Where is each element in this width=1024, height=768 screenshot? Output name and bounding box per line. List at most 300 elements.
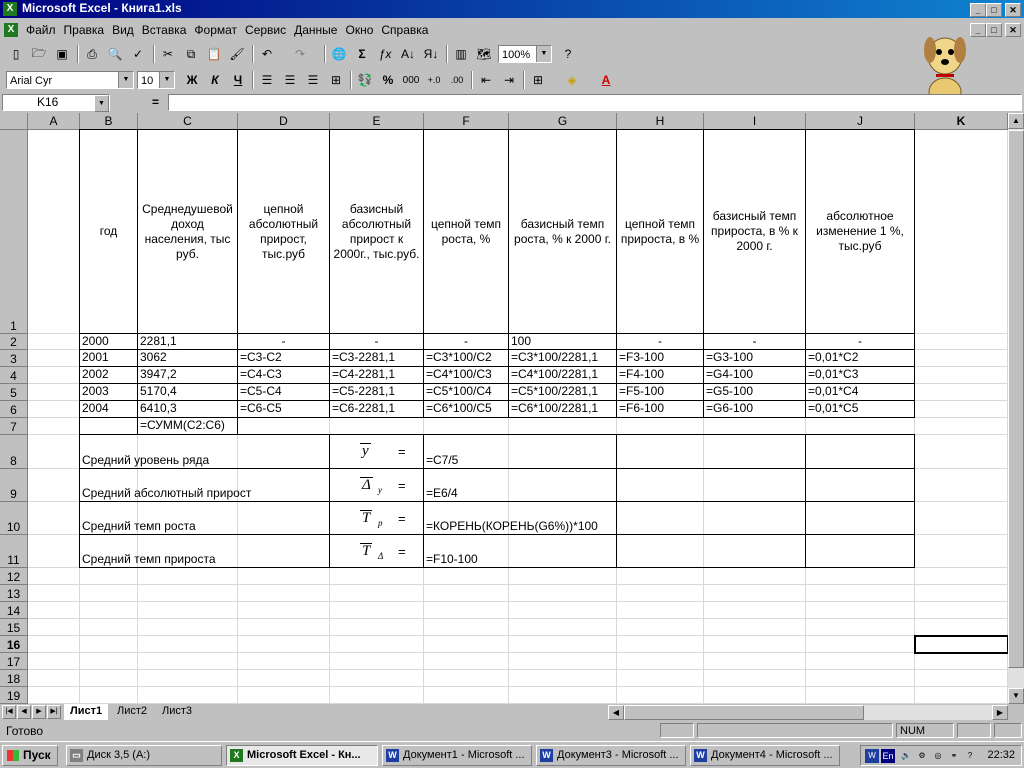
row-header-14[interactable]: 14 [0, 602, 28, 619]
word-icon: W [386, 749, 399, 762]
font-name: Arial Cyr [10, 75, 53, 87]
status-panel [697, 723, 893, 738]
menu-item-6[interactable]: Данные [294, 23, 338, 37]
horizontal-scrollbar[interactable] [608, 705, 1008, 720]
sort-descending-icon[interactable]: Я↓ [423, 47, 439, 61]
font-size-dropdown[interactable] [137, 71, 175, 89]
tray-help-icon[interactable]: ? [967, 751, 973, 760]
cell-value: =C3-2281,1 [332, 350, 396, 364]
row-header-12[interactable]: 12 [0, 568, 28, 585]
cell-border[interactable] [616, 434, 617, 469]
windows-logo-icon [7, 750, 19, 761]
start-label: Пуск [23, 748, 51, 762]
row-header-17[interactable]: 17 [0, 653, 28, 670]
summary-formula-cell[interactable] [423, 501, 915, 535]
new-icon[interactable]: ▯ [12, 47, 20, 61]
print-preview-icon[interactable]: 🔍 [107, 47, 123, 61]
column-header-I[interactable]: I [704, 113, 806, 130]
cell-value: цепной темп роста, % [430, 216, 502, 246]
cell-value: 2000 [82, 334, 109, 348]
cell-border[interactable] [805, 501, 806, 535]
cell-value: =G4-100 [706, 367, 754, 381]
sort-ascending-icon[interactable]: A↓ [400, 47, 415, 61]
maximize-button[interactable]: □ [986, 3, 1002, 17]
cell-value: 6410,3 [140, 401, 177, 415]
cell-border[interactable] [805, 534, 806, 568]
format-painter-icon[interactable]: 🖌 [229, 47, 245, 61]
increase-decimal-icon[interactable]: +.0 [427, 75, 441, 85]
worksheet-grid[interactable] [0, 113, 1008, 704]
column-header-D[interactable]: D [238, 113, 330, 130]
menu-item-7[interactable]: Окно [345, 23, 374, 37]
chart-wizard-icon[interactable]: ▥ [455, 47, 467, 61]
doc-restore-button[interactable]: □ [986, 23, 1002, 37]
standard-toolbar [0, 42, 900, 66]
borders-icon[interactable]: ⊞ [532, 73, 544, 87]
cell-value: год [99, 224, 118, 238]
data-cell[interactable] [616, 383, 704, 401]
symbol-subscript: y [378, 485, 382, 495]
summary-formula-cell[interactable] [423, 468, 915, 502]
window-title: Microsoft Excel - Книга1.xls [22, 1, 182, 15]
summary-formula-cell[interactable] [423, 434, 915, 469]
zoom-value: 100% [502, 49, 531, 61]
data-cell[interactable] [616, 400, 704, 418]
system-tray [860, 745, 1022, 766]
summary-symbol-cell[interactable] [329, 468, 424, 502]
data-cell[interactable] [508, 366, 617, 384]
data-cell[interactable] [423, 333, 509, 350]
tray-app-icon[interactable]: W [865, 749, 879, 763]
tray-antivirus-icon[interactable]: ◎ [934, 751, 942, 760]
word-icon: W [694, 749, 707, 762]
cell-value: =E6/4 [426, 486, 458, 500]
toolbar-separator [252, 45, 254, 63]
volume-icon[interactable]: 🔊 [901, 751, 911, 760]
row-header-4[interactable]: 4 [0, 367, 28, 384]
cell-border[interactable] [616, 501, 617, 535]
cell-value: =0,01*C3 [808, 367, 859, 381]
cell-value: Средний уровень ряда [82, 453, 210, 467]
cell-border[interactable] [805, 468, 806, 502]
data-cell[interactable] [423, 349, 509, 367]
data-cell[interactable] [703, 349, 806, 367]
start-button[interactable] [2, 745, 58, 766]
cell-value: Средний темп роста [82, 519, 196, 533]
cell-value: - [374, 334, 379, 348]
menu-item-1[interactable]: Правка [63, 23, 105, 37]
data-cell[interactable] [805, 400, 915, 418]
data-cell[interactable] [79, 366, 138, 384]
cell-value: цепной абсолютный прирост, тыс.руб [248, 201, 319, 261]
cell-value: базисный темп роста, % к 2000 г. [514, 216, 611, 246]
cell-value: =F6-100 [619, 401, 665, 415]
data-cell[interactable] [137, 400, 238, 418]
header-cell-F[interactable] [423, 129, 509, 334]
spelling-icon[interactable]: ✓ [132, 47, 144, 61]
cell-value: - [658, 334, 662, 348]
name-box-value: K16 [37, 95, 59, 109]
toolbar-separator [523, 71, 525, 89]
print-icon[interactable]: ⎙ [87, 46, 97, 61]
chevron-down-icon[interactable]: ▼ [536, 46, 551, 62]
task-label: Документ4 - Microsoft ... [711, 749, 833, 761]
header-cell-B[interactable] [79, 129, 138, 334]
cell-value: =C5-2281,1 [332, 384, 396, 398]
minimize-button[interactable]: _ [970, 3, 986, 17]
column-header-G[interactable]: G [509, 113, 617, 130]
data-cell[interactable] [805, 383, 915, 401]
cell-value: - [858, 334, 862, 348]
first-sheet-icon[interactable]: |◀ [2, 705, 16, 719]
sheet-tab-1[interactable]: Лист1 [64, 704, 108, 720]
cell-value: 2003 [82, 384, 109, 398]
symbol-subscript: p [378, 518, 383, 528]
scroll-down-icon[interactable]: ▼ [1008, 688, 1024, 704]
language-indicator[interactable]: En [882, 751, 894, 761]
close-button[interactable]: ✕ [1005, 3, 1021, 17]
header-cell-I[interactable] [703, 129, 806, 334]
summary-symbol-cell[interactable] [329, 534, 424, 568]
cell-border[interactable] [616, 534, 617, 568]
cell-value: 5170,4 [140, 384, 177, 398]
open-icon[interactable]: 🗁 [31, 45, 47, 60]
formula-input[interactable] [168, 94, 1022, 111]
paste-icon[interactable]: 📋 [206, 47, 222, 61]
cell-value: =C7/5 [426, 453, 459, 467]
taskbar-task-2[interactable] [382, 745, 532, 766]
font-dropdown[interactable] [6, 71, 134, 89]
row-header-6[interactable]: 6 [0, 401, 28, 418]
copy-icon[interactable]: ⧉ [186, 46, 196, 61]
workbook-icon[interactable]: X [4, 23, 18, 37]
column-header-K[interactable]: K [915, 113, 1008, 130]
summary-symbol-cell[interactable] [329, 434, 424, 469]
column-header-B[interactable]: B [80, 113, 138, 130]
currency-icon[interactable]: 💱 [357, 73, 373, 87]
cell-value: =КОРЕНЬ(КОРЕНЬ(G6%))*100 [426, 519, 598, 533]
menu-item-5[interactable]: Сервис [245, 23, 287, 37]
zoom-dropdown[interactable] [498, 45, 552, 63]
status-bar [0, 721, 1024, 741]
row-header-11[interactable]: 11 [0, 535, 28, 568]
data-cell[interactable] [805, 333, 915, 350]
toolbar-separator [77, 45, 79, 63]
data-cell[interactable] [329, 383, 424, 401]
equals-sign: = [398, 511, 406, 526]
doc-close-button[interactable]: ✕ [1005, 23, 1021, 37]
taskbar-task-0[interactable] [66, 745, 222, 766]
cell-value: =C3*100/C2 [426, 350, 492, 364]
cell-value: =C5*100/2281,1 [511, 384, 599, 398]
menu-item-3[interactable]: Вставка [141, 23, 187, 37]
last-sheet-icon[interactable]: ▶| [47, 705, 61, 719]
toolbar-separator [350, 71, 352, 89]
decrease-indent-icon[interactable]: ⇤ [480, 73, 492, 87]
data-cell[interactable] [329, 333, 424, 350]
prev-sheet-icon[interactable]: ◀ [17, 705, 31, 719]
data-cell[interactable] [805, 349, 915, 367]
bold-button[interactable]: Ж [186, 73, 198, 87]
data-cell[interactable] [137, 333, 238, 350]
cell-value: =C4*100/2281,1 [511, 367, 599, 381]
data-cell[interactable] [616, 349, 704, 367]
data-cell[interactable] [703, 400, 806, 418]
increase-indent-icon[interactable]: ⇥ [503, 73, 515, 87]
cell-value: =C6*100/C5 [426, 401, 492, 415]
next-sheet-icon[interactable]: ▶ [32, 705, 46, 719]
gridline[interactable] [28, 635, 1008, 636]
taskbar-task-4[interactable] [690, 745, 840, 766]
status-panel [957, 723, 991, 738]
undo-icon[interactable]: ↶ [261, 47, 273, 61]
fill-color-icon[interactable]: ◈ [567, 73, 577, 87]
cell-value: =G6-100 [706, 401, 754, 415]
column-header-E[interactable]: E [330, 113, 424, 130]
data-cell[interactable] [79, 333, 138, 350]
row-header-9[interactable]: 9 [0, 469, 28, 502]
save-icon[interactable]: ▣ [56, 47, 68, 61]
summary-formula-cell[interactable] [423, 534, 915, 568]
row-header-1[interactable]: 1 [0, 130, 28, 334]
data-cell[interactable] [508, 400, 617, 418]
excel-app-icon[interactable]: X [3, 2, 17, 16]
toolbar-separator [471, 71, 473, 89]
cell-value: цепной темп прироста, в % [620, 216, 700, 246]
tray-network-icon[interactable]: ⚙ [918, 751, 926, 760]
name-box[interactable] [2, 94, 110, 111]
data-cell[interactable] [237, 333, 330, 350]
scroll-left-icon[interactable]: ◀ [608, 705, 624, 720]
hyperlink-icon[interactable]: 🌐 [331, 47, 347, 61]
help-icon[interactable]: ? [564, 47, 572, 61]
chevron-down-icon[interactable]: ▼ [94, 95, 109, 112]
row-header-19[interactable]: 19 [0, 687, 28, 704]
equals-sign: = [398, 544, 406, 559]
gridline[interactable] [28, 584, 1008, 585]
data-cell[interactable] [329, 349, 424, 367]
cell-value: 3947,2 [140, 367, 177, 381]
row-header-13[interactable]: 13 [0, 585, 28, 602]
data-cell[interactable] [237, 400, 330, 418]
data-cell[interactable] [329, 366, 424, 384]
cell-value: =G5-100 [706, 384, 754, 398]
data-cell[interactable] [508, 349, 617, 367]
data-cell[interactable] [237, 383, 330, 401]
windows-taskbar [0, 741, 1024, 768]
cell-value: =C6-C5 [240, 401, 282, 415]
column-header-F[interactable]: F [424, 113, 509, 130]
toolbar-separator [446, 45, 448, 63]
gridline[interactable] [28, 601, 1008, 602]
cell-value: - [281, 334, 286, 348]
column-header-A[interactable]: A [28, 113, 80, 130]
data-cell[interactable] [805, 366, 915, 384]
italic-button[interactable]: К [211, 73, 219, 87]
average-symbol: Δ [362, 477, 371, 493]
clock[interactable]: 22:32 [987, 749, 1015, 761]
row-header-8[interactable]: 8 [0, 435, 28, 469]
cell-value: 100 [511, 334, 532, 348]
cell-value: 2004 [82, 401, 109, 415]
data-cell[interactable] [703, 333, 806, 350]
data-cell[interactable] [79, 383, 138, 401]
scroll-right-icon[interactable]: ▶ [992, 705, 1008, 720]
sheet-tab-3[interactable]: Лист3 [162, 705, 193, 717]
cell-value: Среднедушевой доход населения, тыс руб. [142, 201, 233, 261]
cell-value: базисный абсолютный прирост к 2000г., тыс.руб. [333, 201, 420, 261]
data-cell[interactable] [616, 333, 704, 350]
chevron-down-icon[interactable]: ▼ [118, 72, 133, 88]
excel-icon: X [230, 749, 243, 762]
toolbar-separator [252, 71, 254, 89]
data-cell[interactable] [137, 349, 238, 367]
data-cell[interactable] [237, 349, 330, 367]
font-color-icon[interactable]: A [601, 73, 611, 87]
decrease-decimal-icon[interactable]: .00 [450, 75, 464, 85]
chevron-down-icon[interactable]: ▼ [159, 72, 174, 88]
select-all-corner[interactable] [0, 113, 28, 130]
equals-sign: = [398, 478, 406, 493]
column-header-H[interactable]: H [617, 113, 704, 130]
gridline[interactable] [28, 618, 1008, 619]
taskbar-task-1[interactable] [226, 745, 378, 766]
menu-item-4[interactable]: Формат [194, 23, 238, 37]
formula-bar [0, 93, 1024, 113]
underline-button[interactable]: Ч [233, 73, 243, 87]
cell-value: Средний темп прироста [82, 552, 216, 566]
hscroll-thumb[interactable] [624, 705, 864, 720]
menu-item-2[interactable]: Вид [112, 23, 134, 37]
row-header-18[interactable]: 18 [0, 670, 28, 687]
doc-minimize-button[interactable]: _ [970, 23, 986, 37]
row-header-15[interactable]: 15 [0, 619, 28, 636]
sum-cell[interactable] [137, 417, 238, 435]
row-header-16[interactable]: 16 [0, 636, 28, 653]
row-header-2[interactable]: 2 [0, 334, 28, 350]
status-panel [994, 723, 1022, 738]
gridline[interactable] [28, 669, 1008, 670]
data-cell[interactable] [137, 383, 238, 401]
header-cell-J[interactable] [805, 129, 915, 334]
gridline[interactable] [28, 652, 1008, 653]
autosum-icon[interactable]: Σ [358, 47, 366, 61]
cell-value: базисный темп прироста, в % к 2000 г. [711, 209, 798, 253]
menu-list [22, 23, 432, 37]
header-cell-D[interactable] [237, 129, 330, 334]
header-cell-C[interactable] [137, 129, 238, 334]
title-bar [0, 0, 1024, 18]
thousands-button[interactable]: 000 [402, 74, 420, 86]
status-panel [660, 723, 694, 738]
cell-border[interactable] [805, 434, 806, 469]
status-text: Готово [6, 724, 44, 738]
font-size-value: 10 [141, 75, 154, 87]
summary-symbol-cell[interactable] [329, 501, 424, 535]
data-cell[interactable] [79, 400, 138, 418]
formatting-toolbar [0, 68, 900, 92]
cell-value: =C3*100/2281,1 [511, 350, 599, 364]
task-label: Документ1 - Microsoft ... [403, 749, 525, 761]
data-cell[interactable] [703, 383, 806, 401]
data-cell[interactable] [703, 366, 806, 384]
symbol-subscript: Δ [378, 551, 384, 561]
data-cell[interactable] [237, 366, 330, 384]
data-cell[interactable] [616, 366, 704, 384]
map-icon[interactable]: 🗺 [476, 47, 492, 61]
floppy-icon: ▭ [70, 749, 83, 762]
scroll-thumb[interactable] [1008, 130, 1024, 668]
column-header-C[interactable]: C [138, 113, 238, 130]
menu-item-0[interactable]: Файл [26, 23, 56, 37]
cell-value: 2001 [82, 350, 109, 364]
cell-border[interactable] [616, 468, 617, 502]
align-center-icon[interactable]: ☰ [284, 73, 296, 87]
function-icon[interactable]: ƒx [378, 47, 392, 61]
cell-value: =C6-2281,1 [332, 401, 396, 415]
cell-value: =C4-C3 [240, 367, 282, 381]
cut-icon[interactable]: ✂ [162, 47, 174, 61]
cell-value: =C5-C4 [240, 384, 282, 398]
row-header-7[interactable]: 7 [0, 418, 28, 435]
toolbar-separator [324, 45, 326, 63]
cell-value: абсолютное изменение 1 %, тыс.руб [816, 209, 904, 253]
merge-center-icon[interactable]: ⊞ [330, 73, 342, 87]
row-header-3[interactable]: 3 [0, 350, 28, 367]
edit-formula-button[interactable]: = [152, 95, 160, 109]
word-icon: W [540, 749, 553, 762]
menu-item-8[interactable]: Справка [381, 23, 429, 37]
cell-value: =C3-C2 [240, 350, 282, 364]
align-left-icon[interactable]: ☰ [261, 73, 273, 87]
data-cell[interactable] [508, 383, 617, 401]
selected-cell[interactable] [914, 635, 1008, 654]
data-cell[interactable] [79, 349, 138, 367]
toolbar-separator [153, 45, 155, 63]
redo-icon[interactable]: ↷ [294, 47, 306, 61]
row-header-5[interactable]: 5 [0, 384, 28, 401]
cell-value: =СУММ(C2:C6) [140, 418, 225, 432]
cell-value: =F5-100 [619, 384, 665, 398]
tray-link-icon[interactable]: ⚭ [950, 751, 958, 760]
num-lock-indicator: NUM [896, 723, 954, 738]
cell-value: =C4*100/C3 [426, 367, 492, 381]
header-cell-H[interactable] [616, 129, 704, 334]
vertical-scrollbar[interactable] [1008, 113, 1024, 704]
align-right-icon[interactable]: ☰ [307, 73, 319, 87]
data-cell[interactable] [329, 400, 424, 418]
header-cell-G[interactable] [508, 129, 617, 334]
cell-value: =C4-2281,1 [332, 367, 396, 381]
data-cell[interactable] [508, 333, 617, 350]
data-cell[interactable] [137, 366, 238, 384]
data-cell[interactable] [423, 400, 509, 418]
row-header-10[interactable]: 10 [0, 502, 28, 535]
column-header-J[interactable]: J [806, 113, 915, 130]
average-symbol: y [362, 443, 369, 459]
sheet-tab-2[interactable]: Лист2 [117, 705, 148, 717]
taskbar-task-3[interactable] [536, 745, 686, 766]
header-cell-E[interactable] [329, 129, 424, 334]
data-cell[interactable] [423, 383, 509, 401]
percent-button[interactable]: % [382, 73, 394, 87]
data-cell[interactable] [423, 366, 509, 384]
scroll-up-icon[interactable]: ▲ [1008, 113, 1024, 129]
cell-value: =G3-100 [706, 350, 754, 364]
empty-cell[interactable] [79, 417, 138, 435]
gridline[interactable] [28, 686, 1008, 687]
task-label: Microsoft Excel - Кн... [247, 749, 361, 761]
